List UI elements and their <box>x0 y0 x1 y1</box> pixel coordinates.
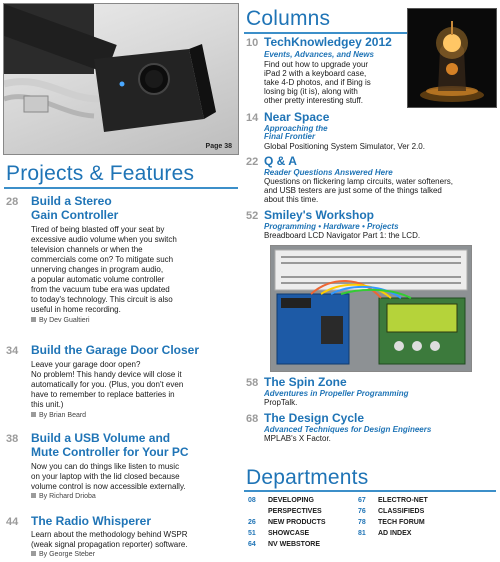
column-text-line: Questions on flickering lamp circuits, water softeners, <box>264 177 453 186</box>
byline-square-icon <box>31 412 36 417</box>
breadboard-lcd-photo <box>270 245 472 372</box>
column-q-and-a[interactable] <box>246 155 496 203</box>
column-spin-zone[interactable] <box>246 376 496 406</box>
feature-stereo-gain-controller[interactable] <box>6 195 238 333</box>
feature-byline <box>31 412 86 420</box>
page-number: 22 <box>246 156 259 168</box>
feature-text-line: this unit.) <box>31 400 64 409</box>
feature-title: Build a USB Volume and <box>31 431 171 445</box>
column-subtitle: Final Frontier <box>264 132 316 141</box>
feature-text-line: on your laptop with the lid closed because <box>31 472 180 481</box>
page-number: 28 <box>6 196 19 208</box>
dept-page: 64 <box>248 541 256 548</box>
column-text-line: losing big (it is), along with <box>264 87 358 96</box>
feature-text-line: volume control is now accessible externally. <box>31 482 186 491</box>
byline-text: By George Steber <box>39 551 96 558</box>
page-number: 68 <box>246 413 259 425</box>
vacuum-tube-photo <box>407 8 497 108</box>
volume-box-illustration <box>4 4 238 154</box>
projects-heading: Projects & Features <box>6 162 195 185</box>
column-techknowledgey[interactable] <box>246 36 406 106</box>
column-title: Smiley's Workshop <box>264 208 374 222</box>
column-text-line: iPad 2 with a keyboard case, <box>264 69 367 78</box>
column-subtitle: Approaching the <box>264 124 328 133</box>
column-title: TechKnowledgey 2012 <box>264 35 392 49</box>
feature-text-line: No problem! This handy device will close it <box>31 370 182 379</box>
dept-item[interactable]: NV WEBSTORE <box>268 541 320 548</box>
columns-heading: Columns <box>246 7 331 30</box>
feature-garage-door-closer[interactable] <box>6 344 238 424</box>
feature-text-line: have to remember to replace batteries in <box>31 390 175 399</box>
byline-text: By Brian Beard <box>39 412 87 419</box>
dept-page: 76 <box>358 508 366 515</box>
byline-square-icon <box>31 493 36 498</box>
dept-item[interactable]: PERSPECTIVES <box>268 508 322 515</box>
page-number: 58 <box>246 377 259 389</box>
dept-page: 08 <box>248 497 256 504</box>
column-title: The Spin Zone <box>264 375 347 389</box>
column-title: Q & A <box>264 154 297 168</box>
departments-rule <box>244 490 496 492</box>
feature-text-line: useful in home recording. <box>31 305 121 314</box>
column-subtitle: Adventures in Propeller Programming <box>264 389 409 398</box>
departments-heading: Departments <box>246 466 369 489</box>
dept-item[interactable]: ELECTRO-NET <box>378 497 428 504</box>
byline-text: By Dev Gualtieri <box>39 317 90 324</box>
hero-photo <box>3 3 239 155</box>
column-design-cycle[interactable] <box>246 412 496 442</box>
column-subtitle: Reader Questions Answered Here <box>264 168 393 177</box>
page-number: 14 <box>246 112 259 124</box>
column-text-line: other pretty interesting stuff. <box>264 96 364 105</box>
feature-title: Build a Stereo <box>31 194 112 208</box>
column-text-line: take 4-D photos, and if Bing is <box>264 78 371 87</box>
hero-caption: Page 38 <box>205 143 232 150</box>
dept-item[interactable]: NEW PRODUCTS <box>268 519 326 526</box>
feature-title: Build the Garage Door Closer <box>31 343 200 357</box>
feature-text-line: unnerving changes in program audio, <box>31 265 164 274</box>
dept-item[interactable]: AD INDEX <box>378 530 412 537</box>
column-text-line: Find out how to upgrade your <box>264 60 369 69</box>
column-smileys-workshop[interactable] <box>246 209 496 243</box>
column-text-line: about this time. <box>264 195 319 204</box>
column-text-line: Global Positioning System Simulator, Ver 2.0. <box>264 142 425 151</box>
dept-page: 78 <box>358 519 366 526</box>
byline-text: By Richard Drioba <box>39 493 96 500</box>
feature-text-line: Now you can do things like listen to music <box>31 462 180 471</box>
dept-item[interactable]: TECH FORUM <box>378 519 425 526</box>
page-number: 52 <box>246 210 259 222</box>
column-title: The Design Cycle <box>264 411 365 425</box>
feature-text-line: Leave your garage door open? <box>31 360 141 369</box>
feature-usb-volume-controller[interactable] <box>6 432 238 500</box>
column-near-space[interactable] <box>246 111 496 153</box>
feature-text-line: to today's technology. This circuit is also <box>31 295 173 304</box>
feature-byline <box>31 317 90 325</box>
feature-title: Gain Controller <box>31 208 119 222</box>
dept-page: 26 <box>248 519 256 526</box>
departments-list <box>244 494 496 554</box>
feature-radio-whisperer[interactable] <box>6 515 238 559</box>
feature-byline <box>31 551 95 559</box>
column-subtitle: Programming • Hardware • Projects <box>264 222 399 231</box>
dept-item[interactable]: CLASSIFIEDS <box>378 508 425 515</box>
glowing-tube-illustration <box>408 9 496 107</box>
byline-square-icon <box>31 551 36 556</box>
feature-text-line: television channels or when the <box>31 245 143 254</box>
column-text-line: MPLAB's X Factor. <box>264 434 331 443</box>
column-text-line: Breadboard LCD Navigator Part 1: the LCD. <box>264 231 421 240</box>
page-number: 10 <box>246 37 259 49</box>
feature-text-line: commercials come on? To mitigate such <box>31 255 174 264</box>
page-number: 38 <box>6 433 19 445</box>
breadboard-illustration <box>271 246 471 371</box>
feature-title: The Radio Whisperer <box>31 514 152 528</box>
column-text-line: PropTalk. <box>264 398 298 407</box>
feature-text-line: Learn about the methodology behind WSPR <box>31 530 188 539</box>
byline-square-icon <box>31 317 36 322</box>
dept-item[interactable]: SHOWCASE <box>268 530 310 537</box>
dept-item[interactable]: DEVELOPING <box>268 497 314 504</box>
column-text-line: and USB testers are just some of the things talked <box>264 186 442 195</box>
dept-page: 51 <box>248 530 256 537</box>
page-number: 34 <box>6 345 19 357</box>
feature-text-line: (weak signal propagation reporter) software. <box>31 540 188 549</box>
feature-text-line: a popular automatic volume controller <box>31 275 165 284</box>
column-subtitle: Advanced Techniques for Design Engineers <box>264 425 432 434</box>
feature-byline <box>31 493 96 501</box>
feature-text-line: excessive audio volume when you switch <box>31 235 177 244</box>
page-number: 44 <box>6 516 19 528</box>
feature-text-line: automatically for you. (Plus, you don't even <box>31 380 184 389</box>
feature-text-line: from the vacuum tube era was updated <box>31 285 170 294</box>
dept-page: 67 <box>358 497 366 504</box>
dept-page: 81 <box>358 530 366 537</box>
projects-rule <box>4 187 238 189</box>
column-title: Near Space <box>264 110 330 124</box>
column-subtitle: Events, Advances, and News <box>264 50 374 59</box>
feature-title: Mute Controller for Your PC <box>31 445 189 459</box>
feature-text-line: Tired of being blasted off your seat by <box>31 225 165 234</box>
